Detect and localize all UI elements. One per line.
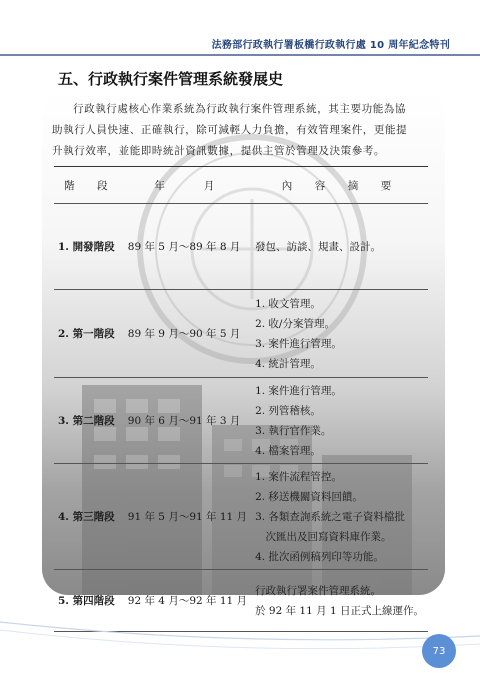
item-line: 3. 各類查詢系統之電子資料檔批 (255, 510, 405, 523)
header-rule (0, 52, 480, 58)
item-line: 3. 執行官作業。 (255, 424, 332, 437)
section-title: 五、行政執行案件管理系統發展史 (58, 70, 284, 88)
header-stage: 階 段 (54, 167, 124, 204)
table-row (54, 204, 428, 290)
item-line: 於 92 年 11 月 1 日正式上線運作。 (255, 604, 424, 617)
item-line: 2. 列管稽核。 (255, 404, 321, 417)
table-row (54, 464, 428, 570)
intro-line: 行政執行處核心作業系統為行政執行案件管理系統，其主要功能為協 (73, 103, 406, 115)
item-line: 4. 檔案管理。 (255, 444, 321, 457)
stage-cell: 5. 第四階段 (54, 570, 124, 632)
running-header: 法務部行政執行署板橋行政執行處 10 周年紀念特刊 (211, 40, 450, 51)
intro-line: 升執行效率，並能即時統計資訊數據，提供主管於管理及決策參考。 (52, 145, 385, 157)
item-line: 1. 收文管理。 (255, 297, 321, 310)
stage-cell: 2. 第一階段 (54, 290, 124, 378)
table-row (54, 290, 428, 378)
items-cell (251, 464, 428, 570)
header-items: 內 容 摘 要 (251, 167, 428, 204)
table-header-row (54, 167, 428, 204)
stage-cell: 3. 第二階段 (54, 378, 124, 464)
stage-cell: 4. 第三階段 (54, 464, 124, 570)
items-cell (251, 290, 428, 378)
item-line: 2. 移送機關資料回饋。 (255, 490, 363, 503)
item-line: 次匯出及回寫資料庫作業。 (255, 530, 392, 543)
item-line: 1. 案件流程管控。 (255, 470, 342, 483)
footer-decorative-curve (0, 600, 480, 679)
development-phases-table (54, 166, 428, 632)
item-line: 4. 統計管理。 (255, 357, 321, 370)
stage-cell: 1. 開發階段 (54, 204, 124, 290)
header-period: 年 月 (124, 167, 251, 204)
intro-line: 助執行人員快速、正確執行，除可減輕人力負擔，有效管理案件，更能提 (52, 124, 408, 136)
period-cell: 91 年 5 月～91 年 11 月 (124, 464, 251, 570)
item-line: 1. 案件進行管理。 (255, 384, 342, 397)
item-line: 4. 批次函例稿列印等功能。 (255, 550, 384, 563)
items-cell (251, 204, 428, 290)
period-cell: 89 年 9 月～90 年 5 月 (124, 290, 251, 378)
item-line: 行政執行署案件管理系統。 (255, 584, 382, 597)
page-number-badge: 73 (422, 634, 456, 668)
period-cell: 89 年 5 月～89 年 8 月 (124, 204, 251, 290)
item-line: 2. 收/分案管理。 (255, 317, 335, 330)
period-cell: 90 年 6 月～91 年 3 月 (124, 378, 251, 464)
intro-paragraph (52, 99, 434, 162)
items-cell (251, 378, 428, 464)
item-line: 3. 案件進行管理。 (255, 337, 342, 350)
item-line: 發包、訪談、規畫、設計。 (255, 240, 382, 253)
table-row (54, 378, 428, 464)
period-cell: 92 年 4 月～92 年 11 月 (124, 570, 251, 632)
